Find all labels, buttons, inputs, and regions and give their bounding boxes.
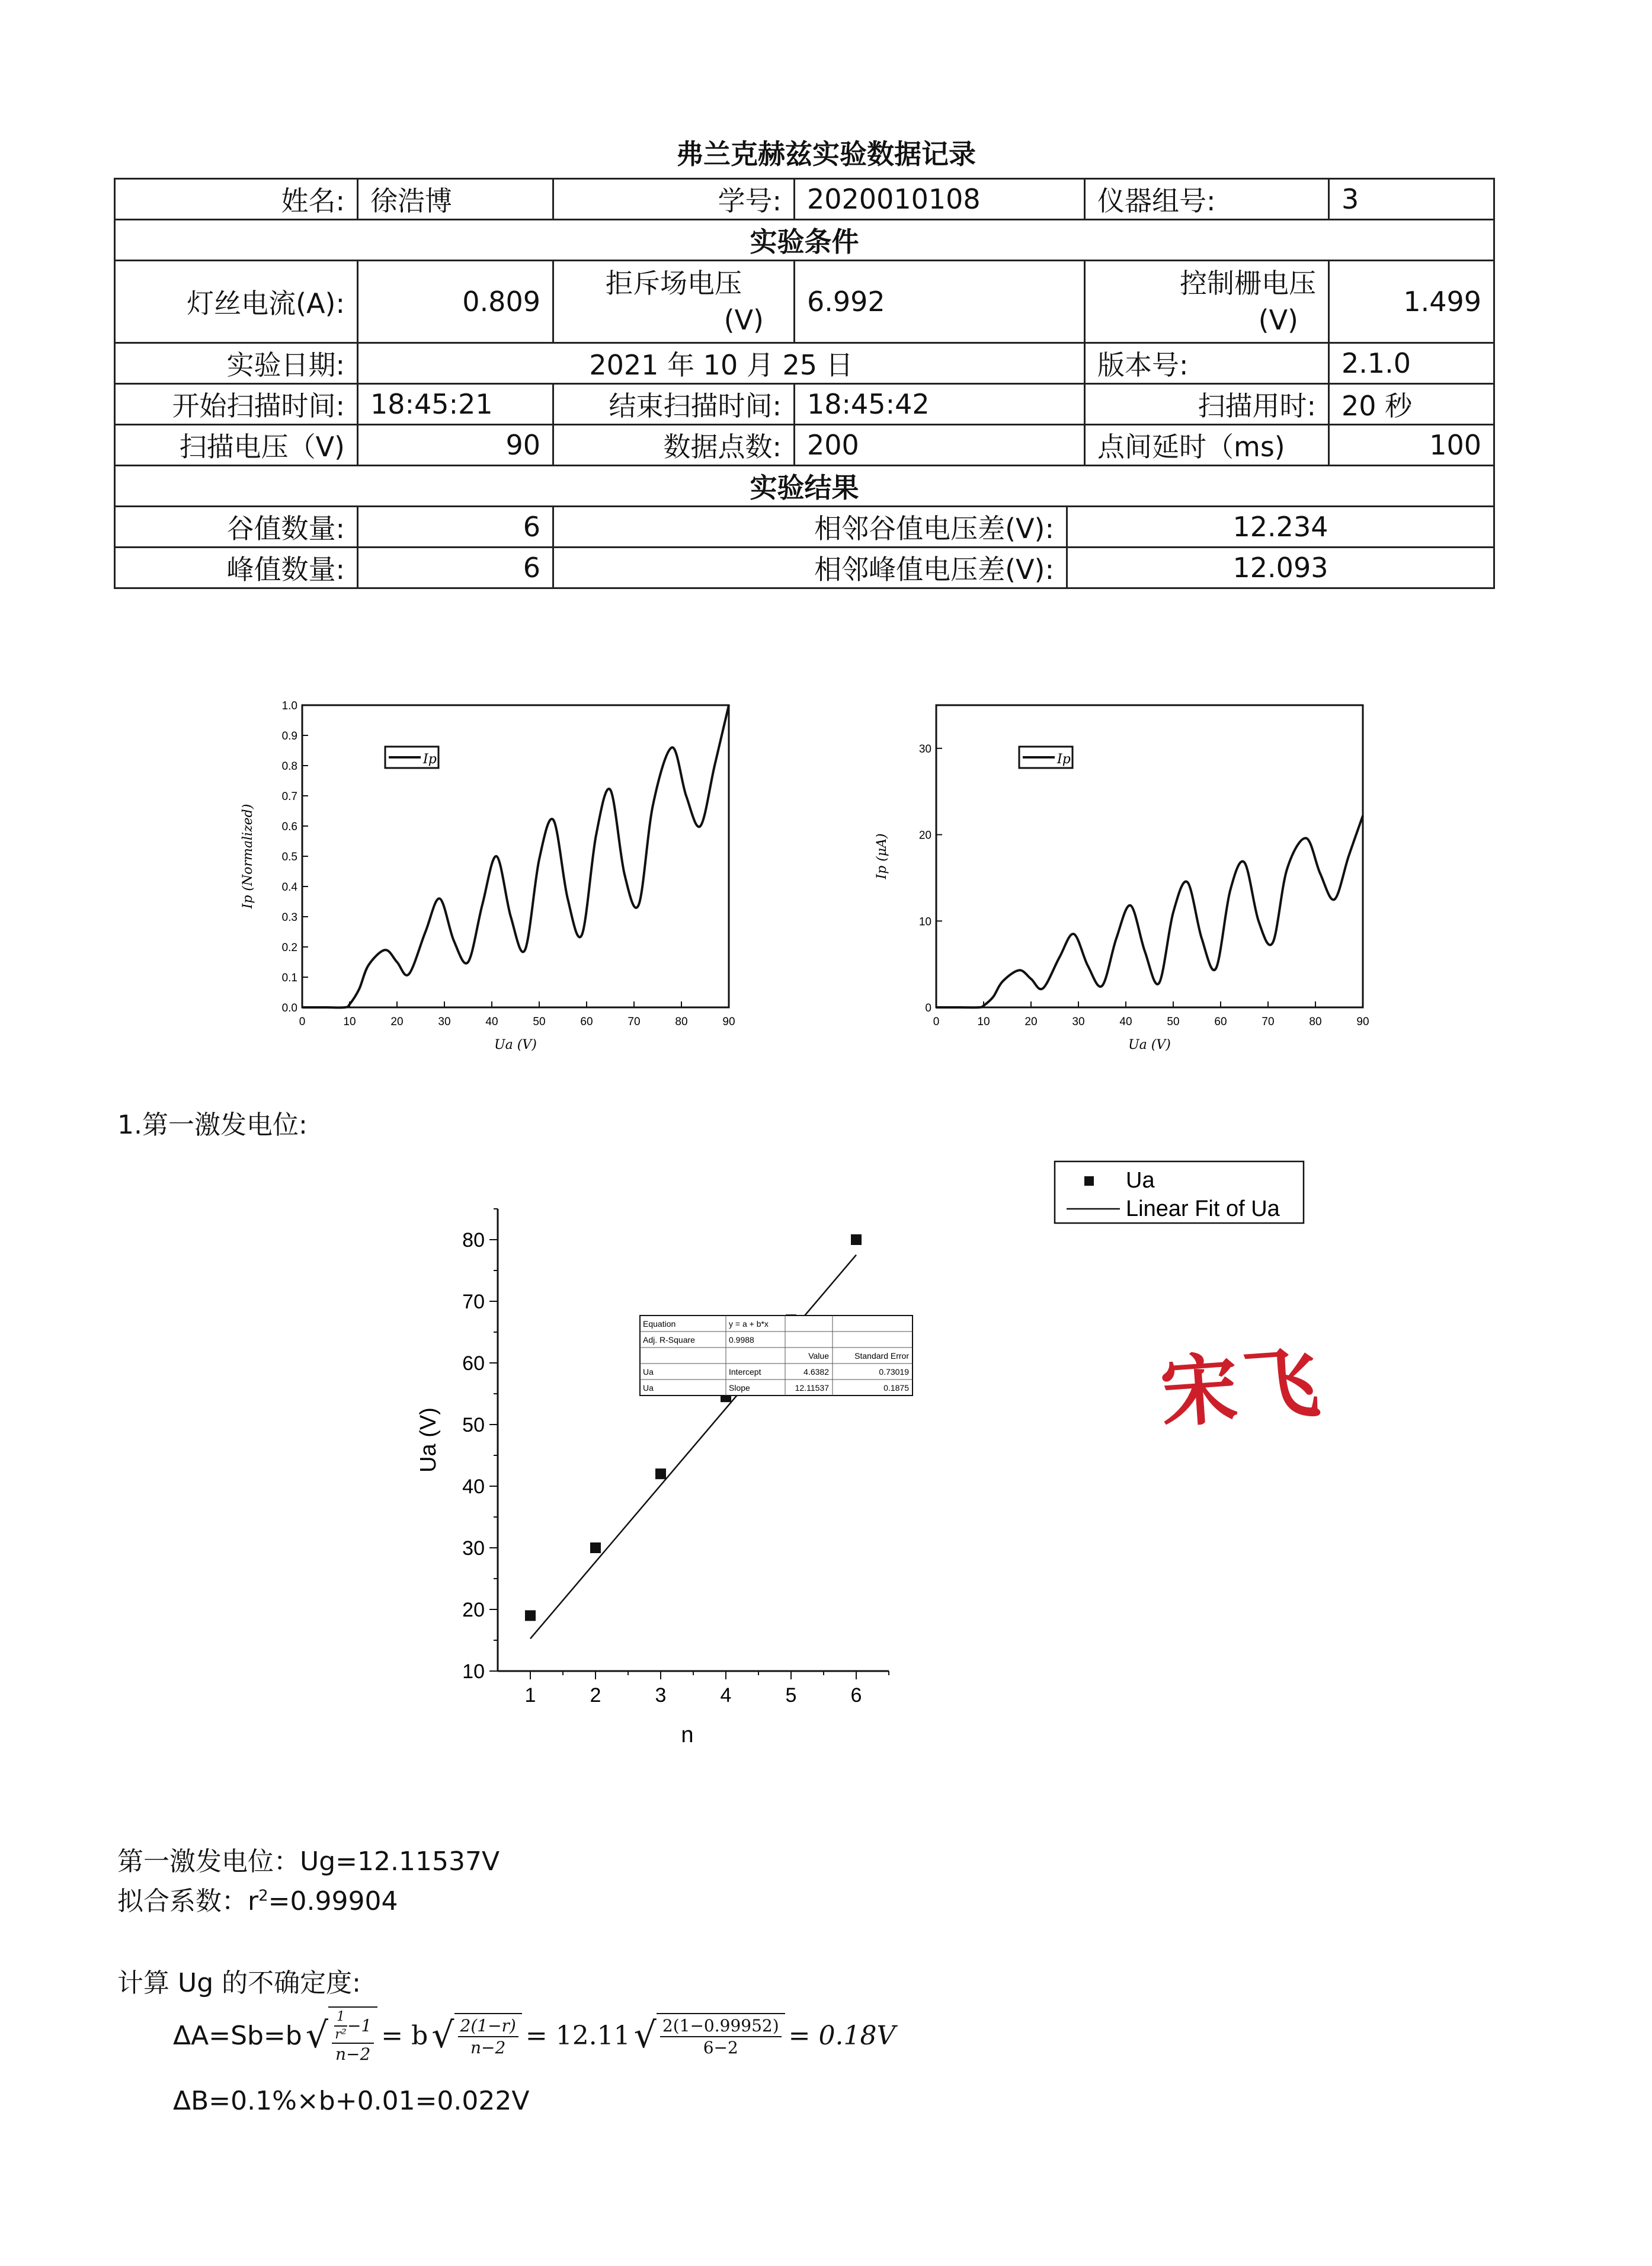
- conditions-header: 实验条件: [115, 220, 1494, 261]
- name-label: 姓名:: [115, 179, 358, 220]
- x-tick-label: 20: [1025, 1016, 1038, 1028]
- version-label: 版本号:: [1085, 343, 1329, 384]
- end-time-value: 18:45:42: [795, 384, 1085, 425]
- r2-suffix: =0.99904: [268, 1886, 398, 1916]
- current-curve: [302, 705, 729, 1007]
- valley-count-label: 谷值数量:: [115, 507, 358, 548]
- y-tick-label: 0.1: [281, 972, 297, 984]
- x-tick-label: 70: [1262, 1016, 1275, 1028]
- y-tick-label: 0.2: [281, 942, 297, 954]
- fit-table-cell: Ua: [643, 1383, 654, 1393]
- y-tick-label: 0.6: [281, 821, 297, 833]
- x-tick-label: 90: [722, 1016, 735, 1028]
- valley-diff-value: 12.234: [1067, 507, 1494, 548]
- y-tick-label: 0.9: [281, 730, 297, 742]
- y-tick-label: 0.4: [281, 881, 297, 894]
- x-axis-title: Ua (V): [494, 1038, 537, 1052]
- version-value: 2.1.0: [1329, 343, 1494, 384]
- fraction-3-numerator: 2(1−0.99952): [660, 2015, 782, 2037]
- group-label: 仪器组号:: [1085, 179, 1329, 220]
- fit-table-cell: 4.6382: [803, 1367, 829, 1377]
- x-tick-label: 90: [1356, 1016, 1369, 1028]
- x-tick-label: 50: [533, 1016, 546, 1028]
- scan-duration-value: 20 秒: [1329, 384, 1494, 425]
- y-tick-label: 40: [462, 1476, 485, 1498]
- y-axis-title: Ip (μA): [875, 833, 889, 879]
- y-tick-label: 80: [462, 1229, 485, 1252]
- document-title: 弗兰克赫兹实验数据记录: [676, 138, 976, 170]
- first-excitation-result: 第一激发电位：Ug=12.11537V: [117, 1846, 500, 1877]
- data-points-label: 数据点数:: [553, 425, 795, 466]
- y-axis-title: Ua (V): [416, 1407, 441, 1473]
- section1-heading: 1.第一激发电位:: [117, 1110, 308, 1140]
- reject-voltage-label: [553, 261, 795, 343]
- deltaA-formula: [173, 2006, 895, 2065]
- name-value: 徐浩博: [358, 179, 553, 220]
- current-curve: [936, 816, 1363, 1008]
- linear-fit-line: [530, 1255, 856, 1639]
- x-tick-label: 5: [785, 1684, 797, 1707]
- x-tick-label: 10: [343, 1016, 356, 1028]
- student-id-label: 学号:: [553, 179, 795, 220]
- start-time-value: 18:45:21: [358, 384, 553, 425]
- legend-label: Ip: [423, 752, 437, 767]
- r2-prefix: 拟合系数：r: [117, 1886, 259, 1916]
- y-tick-label: 0.0: [281, 1002, 297, 1014]
- x-tick-label: 30: [438, 1016, 451, 1028]
- x-tick-label: 1: [524, 1684, 536, 1707]
- peak-diff-label: 相邻峰值电压差(V):: [553, 548, 1067, 588]
- date-label: 实验日期:: [115, 343, 358, 384]
- y-tick-label: 30: [462, 1537, 485, 1560]
- x-tick-label: 80: [675, 1016, 688, 1028]
- normalized-current-chart: [225, 693, 758, 1073]
- plot-frame: [302, 705, 729, 1007]
- experiment-info-table: [114, 178, 1495, 589]
- inner-num: 1: [334, 2009, 347, 2027]
- legend-label: Ip: [1057, 752, 1071, 767]
- scan-voltage-label: 扫描电压（V): [115, 425, 358, 466]
- grid-voltage-value: 1.499: [1329, 261, 1494, 343]
- fit-table-cell: Equation: [643, 1319, 676, 1329]
- reject-voltage-label-line2: (V): [723, 304, 764, 336]
- sqrt-3: √ $\frac{2(1-0.99952)}{6-2}$: [634, 2013, 785, 2058]
- x-tick-label: 40: [1119, 1016, 1132, 1028]
- end-time-label: 结束扫描时间:: [553, 384, 795, 425]
- grid-voltage-label: [1085, 261, 1329, 343]
- y-tick-label: 0.5: [281, 851, 297, 863]
- valley-diff-label: 相邻谷值电压差(V):: [553, 507, 1067, 548]
- inner-den: r²: [335, 2027, 347, 2042]
- peak-diff-value: 12.093: [1067, 548, 1494, 588]
- fit-table-cell: 12.11537: [795, 1383, 829, 1393]
- scan-voltage-value: 90: [358, 425, 553, 466]
- fit-table-cell: Intercept: [729, 1367, 761, 1377]
- point-delay-label: 点间延时（ms): [1085, 425, 1329, 466]
- fit-table-cell: 0.73019: [879, 1367, 909, 1377]
- data-point: [590, 1542, 601, 1553]
- legend-label-ua: Ua: [1126, 1168, 1155, 1193]
- deltaA-prefix: ΔA=Sb=b: [173, 2020, 302, 2051]
- y-axis-title: Ip (Normalized): [241, 804, 255, 909]
- fit-table-cell: Ua: [643, 1367, 654, 1377]
- x-tick-label: 2: [590, 1684, 601, 1707]
- y-tick-label: 60: [462, 1352, 485, 1375]
- fraction-3-denominator: 6−2: [703, 2038, 738, 2057]
- x-axis-title: n: [681, 1723, 694, 1747]
- x-tick-label: 10: [977, 1016, 990, 1028]
- filament-current-value: 0.809: [358, 261, 553, 343]
- y-tick-label: 10: [462, 1660, 485, 1683]
- y-tick-label: 0.8: [281, 760, 297, 773]
- x-tick-label: 60: [1214, 1016, 1227, 1028]
- plot-frame: [936, 705, 1363, 1007]
- y-tick-label: 20: [918, 829, 931, 842]
- fraction-1-numerator: [332, 2009, 374, 2044]
- valley-count-value: 6: [358, 507, 553, 548]
- deltaB-formula: ΔB=0.1%×b+0.01=0.022V: [173, 2086, 530, 2116]
- y-tick-label: 70: [462, 1291, 485, 1313]
- fit-table-cell: Adj. R-Square: [643, 1335, 695, 1345]
- fraction-1: [332, 2009, 374, 2065]
- reject-voltage-label-line1: 拒斥场电压: [606, 267, 742, 299]
- x-tick-label: 0: [933, 1016, 940, 1028]
- uncertainty-heading: 计算 Ug 的不确定度:: [117, 1968, 361, 1998]
- eq-part-2: = 12.11: [525, 2020, 630, 2051]
- legend-marker: [1084, 1176, 1094, 1186]
- x-tick-label: 20: [390, 1016, 404, 1028]
- y-tick-label: 1.0: [281, 700, 297, 712]
- x-tick-label: 80: [1309, 1016, 1322, 1028]
- fit-coefficient: [117, 1880, 398, 1918]
- y-tick-label: 30: [918, 742, 931, 756]
- point-delay-value: 100: [1329, 425, 1494, 466]
- x-tick-label: 6: [850, 1684, 862, 1707]
- fraction-2-numerator: 2(1−r): [458, 2015, 518, 2037]
- grid-voltage-label-line2: (V): [1258, 304, 1299, 336]
- date-value: 2021 年 10 月 25 日: [358, 343, 1085, 384]
- start-time-label: 开始扫描时间:: [115, 384, 358, 425]
- fraction-2: [458, 2015, 518, 2058]
- current-microamp-chart: [865, 693, 1398, 1073]
- x-tick-label: 4: [720, 1684, 732, 1707]
- x-tick-label: 50: [1167, 1016, 1180, 1028]
- fraction-1-denominator: n−2: [335, 2044, 371, 2064]
- data-point: [525, 1610, 536, 1621]
- fraction-3: [660, 2015, 782, 2058]
- data-point: [851, 1234, 862, 1245]
- peak-count-label: 峰值数量:: [115, 548, 358, 588]
- x-tick-label: 3: [655, 1684, 667, 1707]
- y-tick-label: 50: [462, 1414, 485, 1436]
- group-value: 3: [1329, 179, 1494, 220]
- fraction-2-denominator: n−2: [470, 2038, 506, 2057]
- r2-superscript: 2: [258, 1887, 268, 1905]
- student-id-value: 2020010108: [795, 179, 1085, 220]
- sqrt-1: √ $\frac{1}{\text{r²}}$ −1 n−2: [306, 2006, 378, 2065]
- fit-table-cell: 0.9988: [729, 1335, 754, 1345]
- x-tick-label: 40: [485, 1016, 498, 1028]
- y-tick-label: 0.7: [281, 790, 297, 803]
- data-point: [655, 1468, 666, 1479]
- fit-table-cell: Slope: [729, 1383, 750, 1393]
- data-points-value: 200: [795, 425, 1085, 466]
- fit-table-cell: Value: [808, 1351, 829, 1361]
- fit-table-cell: y = a + b*x: [729, 1319, 769, 1329]
- peak-count-value: 6: [358, 548, 553, 588]
- scan-duration-label: 扫描用时:: [1085, 384, 1329, 425]
- fit-table-cell: 0.1875: [883, 1383, 909, 1393]
- grid-voltage-label-line1: 控制栅电压: [1180, 267, 1317, 299]
- x-tick-label: 30: [1072, 1016, 1085, 1028]
- fit-table-cell: Standard Error: [854, 1351, 909, 1361]
- inner-tail: −1: [347, 2016, 372, 2035]
- filament-current-label: 灯丝电流(A):: [115, 261, 358, 343]
- y-tick-label: 0.3: [281, 911, 297, 924]
- y-tick-label: 10: [918, 916, 931, 929]
- linear-fit-chart: [385, 1150, 1333, 1801]
- y-tick-label: 0: [925, 1002, 931, 1014]
- sqrt-2: √ $\frac{2(1-r)}{n-2}$: [431, 2013, 522, 2058]
- reject-voltage-value: 6.992: [795, 261, 1085, 343]
- eq-part-1: = b: [381, 2020, 428, 2051]
- eq-part-3: = 0.18V: [788, 2020, 896, 2051]
- signature-seal: 宋飞: [1157, 1336, 1327, 1439]
- y-tick-label: 20: [462, 1599, 485, 1621]
- x-tick-label: 70: [627, 1016, 641, 1028]
- x-tick-label: 0: [299, 1016, 306, 1028]
- x-tick-label: 60: [580, 1016, 593, 1028]
- x-axis-title: Ua (V): [1128, 1038, 1171, 1052]
- legend-label-fit: Linear Fit of Ua: [1126, 1196, 1280, 1221]
- results-header: 实验结果: [115, 466, 1494, 507]
